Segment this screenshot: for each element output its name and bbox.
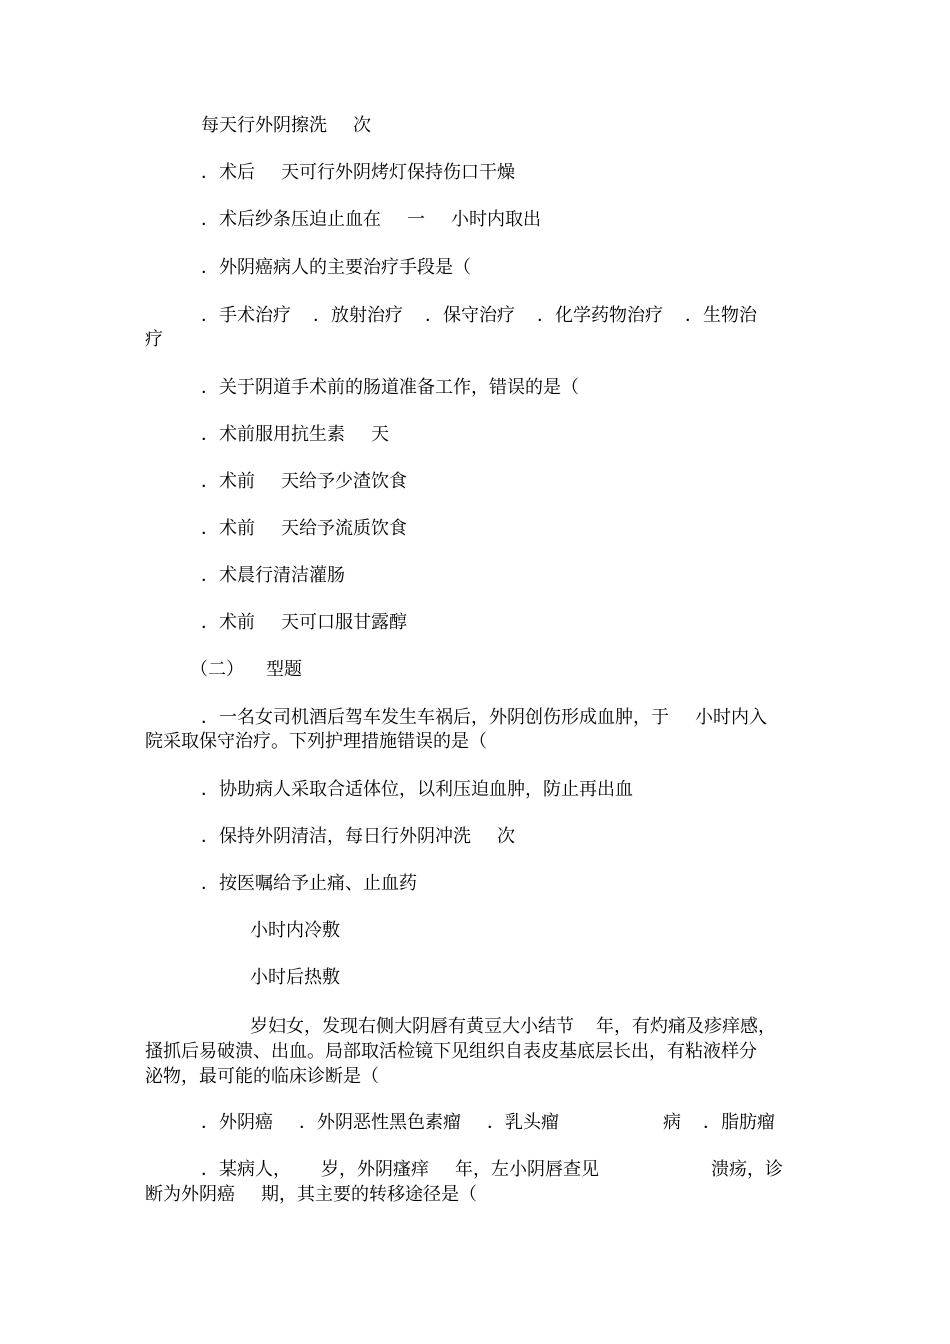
question-line: 院采取保守治疗。下列护理措施错误的是（: [145, 731, 487, 752]
question-line: ．一名女司机酒后驾车发生车祸后，外阴创伤形成血肿，于 小时内入: [201, 707, 767, 728]
options-row: ．手术治疗 ．放射治疗 ．保守治疗 ．化学药物治疗 ．生物治: [201, 305, 757, 326]
option-line: ．术后纱条压迫止血在 一 小时内取出: [201, 209, 541, 230]
question-line: 泌物，最可能的临床诊断是（: [145, 1066, 379, 1087]
option-line: ．术前 天给予少渣饮食: [201, 471, 407, 492]
option-line: ．术前 天给予流质饮食: [201, 518, 407, 539]
option-line: ．保持外阴清洁，每日行外阴冲洗 次: [201, 826, 515, 847]
option-line: ．术后 天可行外阴烤灯保持伤口干燥: [201, 162, 515, 183]
option-line: ．协助病人采取合适体位，以利压迫血肿，防止再出血: [201, 779, 633, 800]
option-line: 小时内冷敷: [250, 920, 340, 941]
option-line: ．按医嘱给予止痛、止血药: [201, 873, 417, 894]
option-line: 小时后热敷: [250, 967, 340, 988]
option-line: ．术前服用抗生素 天: [201, 424, 389, 445]
question-line: 断为外阴癌 期，其主要的转移途径是（: [145, 1184, 477, 1205]
question-line: ．某病人， 岁，外阴瘙痒 年，左小阴唇查见 溃疡，诊: [201, 1159, 783, 1180]
text-line: 每天行外阴擦洗 次: [201, 115, 371, 136]
question-line: 搔抓后易破溃、出血。局部取活检镜下见组织自表皮基底层长出，有粘液样分: [145, 1041, 757, 1062]
question-line: 岁妇女，发现右侧大阴唇有黄豆大小结节 年，有灼痛及疹痒感，: [250, 1016, 776, 1037]
question-line: ．外阴癌病人的主要治疗手段是（: [201, 257, 471, 278]
question-line: ．关于阴道手术前的肠道准备工作，错误的是（: [201, 377, 579, 398]
section-heading: （二） 型题: [190, 659, 302, 680]
options-row: ．外阴癌 ．外阴恶性黑色素瘤 ．乳头瘤 病 ．脂肪瘤: [201, 1112, 775, 1133]
option-line: ．术前 天可口服甘露醇: [201, 612, 407, 633]
text-line: 疗: [145, 329, 163, 350]
option-line: ．术晨行清洁灌肠: [201, 565, 345, 586]
